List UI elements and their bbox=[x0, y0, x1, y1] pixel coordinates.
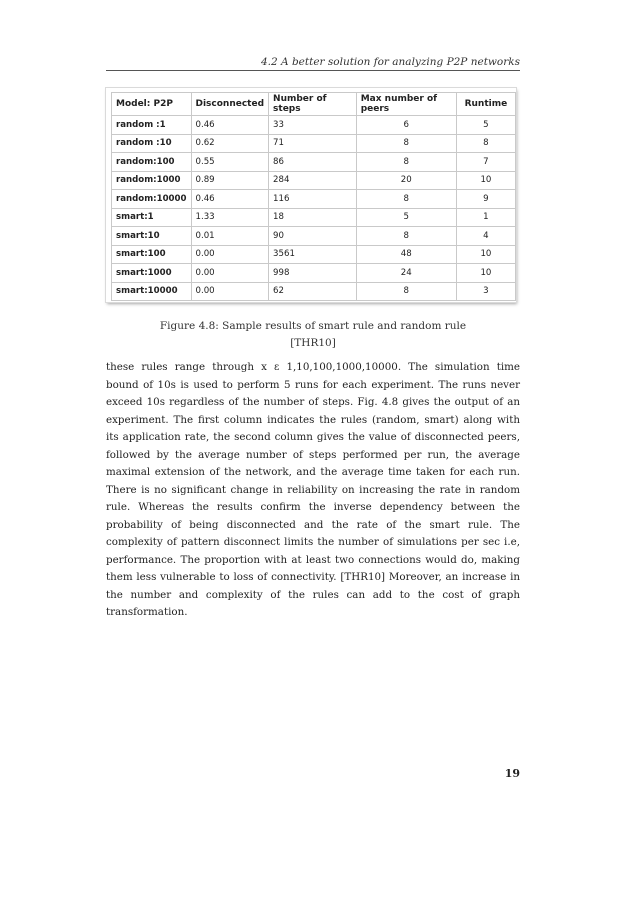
value-cell: 998 bbox=[269, 264, 357, 283]
value-cell: 9 bbox=[456, 190, 515, 209]
value-cell: 90 bbox=[269, 227, 357, 246]
figure-table-image bbox=[106, 88, 516, 302]
figure-caption bbox=[106, 318, 520, 352]
model-cell: smart:1 bbox=[112, 208, 192, 227]
model-cell: random :10 bbox=[112, 134, 192, 153]
table-row bbox=[112, 264, 516, 283]
value-cell: 8 bbox=[356, 153, 456, 172]
column-header: Number of steps bbox=[269, 93, 357, 116]
results-table bbox=[111, 92, 516, 301]
value-cell: 116 bbox=[269, 190, 357, 209]
model-cell: smart:100 bbox=[112, 245, 192, 264]
table-row bbox=[112, 134, 516, 153]
value-cell: 24 bbox=[356, 264, 456, 283]
table-row bbox=[112, 153, 516, 172]
model-cell: smart:10 bbox=[112, 227, 192, 246]
table-row bbox=[112, 245, 516, 264]
model-cell: random:1000 bbox=[112, 171, 192, 190]
value-cell: 18 bbox=[269, 208, 357, 227]
value-cell: 7 bbox=[456, 153, 515, 172]
value-cell: 33 bbox=[269, 116, 357, 135]
value-cell: 1 bbox=[456, 208, 515, 227]
model-cell: random:100 bbox=[112, 153, 192, 172]
value-cell: 8 bbox=[356, 134, 456, 153]
table-row bbox=[112, 282, 516, 301]
value-cell: 0.46 bbox=[191, 190, 269, 209]
model-cell: smart:10000 bbox=[112, 282, 192, 301]
column-header: Disconnected bbox=[191, 93, 269, 116]
value-cell: 5 bbox=[356, 208, 456, 227]
value-cell: 5 bbox=[456, 116, 515, 135]
value-cell: 8 bbox=[356, 190, 456, 209]
table-row bbox=[112, 227, 516, 246]
column-header: Max number of peers bbox=[356, 93, 456, 116]
value-cell: 10 bbox=[456, 171, 515, 190]
value-cell: 20 bbox=[356, 171, 456, 190]
table-body bbox=[112, 116, 516, 301]
value-cell: 3 bbox=[456, 282, 515, 301]
value-cell: 0.55 bbox=[191, 153, 269, 172]
value-cell: 8 bbox=[356, 282, 456, 301]
page-number: 19 bbox=[504, 767, 520, 780]
value-cell: 10 bbox=[456, 264, 515, 283]
value-cell: 10 bbox=[456, 245, 515, 264]
table-row bbox=[112, 116, 516, 135]
running-head: 4.2 A better solution for analyzing P2P networks bbox=[260, 56, 520, 68]
caption-text: Figure 4.8: Sample results of smart rule and random rule bbox=[159, 320, 467, 332]
value-cell: 6 bbox=[356, 116, 456, 135]
value-cell: 48 bbox=[356, 245, 456, 264]
value-cell: 71 bbox=[269, 134, 357, 153]
model-cell: random :1 bbox=[112, 116, 192, 135]
value-cell: 284 bbox=[269, 171, 357, 190]
value-cell: 3561 bbox=[269, 245, 357, 264]
table-header-row bbox=[112, 93, 516, 116]
table-row bbox=[112, 171, 516, 190]
column-header: Runtime bbox=[456, 93, 515, 116]
caption-citation: [THR10] bbox=[290, 337, 336, 349]
value-cell: 0.00 bbox=[191, 245, 269, 264]
value-cell: 86 bbox=[269, 153, 357, 172]
header-rule bbox=[106, 70, 520, 71]
value-cell: 1.33 bbox=[191, 208, 269, 227]
value-cell: 4 bbox=[456, 227, 515, 246]
value-cell: 8 bbox=[456, 134, 515, 153]
table-row bbox=[112, 208, 516, 227]
value-cell: 62 bbox=[269, 282, 357, 301]
column-header: Model: P2P bbox=[112, 93, 192, 116]
value-cell: 0.62 bbox=[191, 134, 269, 153]
model-cell: random:10000 bbox=[112, 190, 192, 209]
table-row bbox=[112, 190, 516, 209]
model-cell: smart:1000 bbox=[112, 264, 192, 283]
value-cell: 0.46 bbox=[191, 116, 269, 135]
value-cell: 0.00 bbox=[191, 282, 269, 301]
body-paragraph: these rules range through x ε 1,10,100,1000,10000. The simulation time bound of 10s is used to perform 5 runs for each experiment. The runs never exceed 10s regardless of the number of steps. Fig. 4.8 gives the output of an experiment. The first column indicates the rules (random, smart) along with its application rate, the second column gives the value of disconnected peers, followed by the average number of steps performed per run, the average maximal extension of the network, and the average time taken for each run. There is no significant change in reliability on increasing the rate in random rule. Whereas the results confirm the inverse dependency between the probability of being disconnected and the rate of the smart rule. The complexity of pattern disconnect limits the number of simulations per sec i.e, performance. The proportion with at least two connections would do, making them less vulnerable to loss of connectivity. [THR10] Moreover, an increase in the number and complexity of the rules can add to the cost of graph transformation. bbox=[106, 361, 520, 618]
value-cell: 0.01 bbox=[191, 227, 269, 246]
value-cell: 8 bbox=[356, 227, 456, 246]
value-cell: 0.89 bbox=[191, 171, 269, 190]
value-cell: 0.00 bbox=[191, 264, 269, 283]
